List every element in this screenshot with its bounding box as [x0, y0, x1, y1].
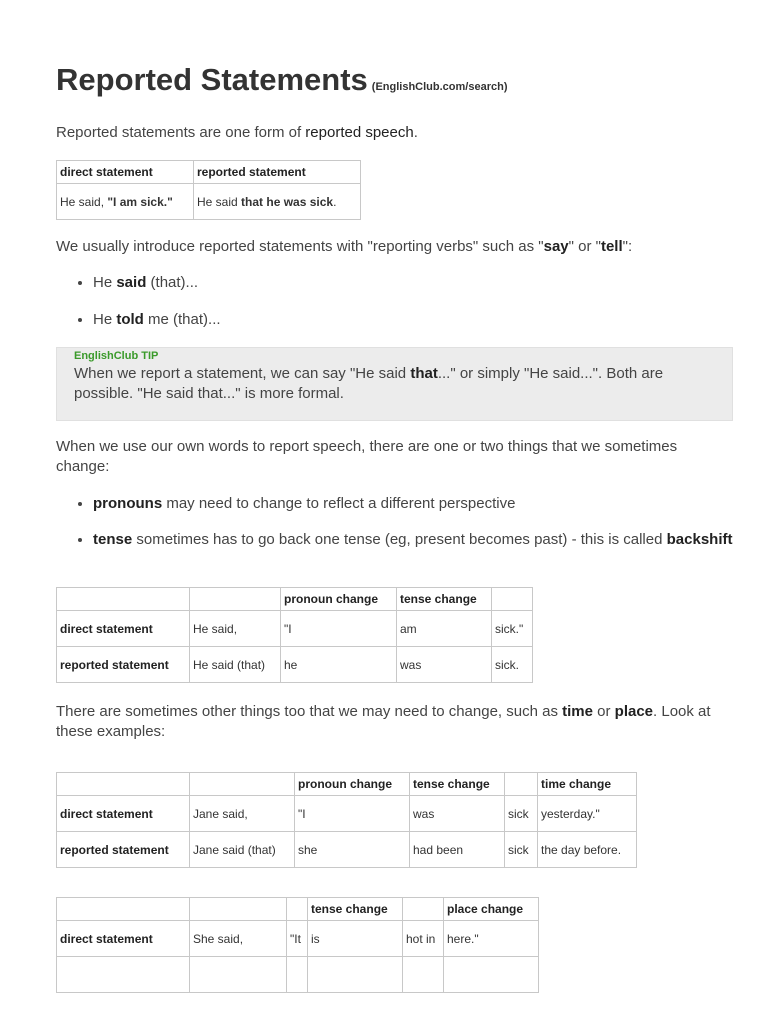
- bold-text: said: [116, 274, 147, 291]
- table-cell: [190, 957, 287, 993]
- table-header: reported statement: [194, 161, 361, 184]
- table-cell: "I: [295, 796, 410, 832]
- list-item: [93, 494, 733, 514]
- bold-text: tense: [93, 531, 133, 548]
- table-cell: She said,: [190, 921, 287, 957]
- intro-text: Reported statements are one form of: [56, 124, 306, 141]
- table-row: [57, 957, 539, 993]
- table-cell: [287, 957, 308, 993]
- table-header: tense change: [410, 773, 505, 796]
- table-cell: hot in: [403, 921, 444, 957]
- table-header: [190, 898, 287, 921]
- cell-bold: "I am sick.": [107, 194, 173, 209]
- table-cell: [444, 957, 539, 993]
- tip-body: [74, 364, 724, 404]
- text: He: [93, 311, 117, 328]
- table-header: [190, 773, 295, 796]
- page-title: [56, 62, 508, 98]
- bold-text: time: [562, 703, 593, 720]
- text: or: [592, 703, 615, 720]
- table-header: tense change: [397, 588, 492, 611]
- table-cell: [194, 184, 361, 220]
- source-label: (EnglishClub.com/search): [371, 81, 508, 93]
- row-header: direct statement: [57, 796, 190, 832]
- text: ":: [622, 238, 633, 255]
- text: He: [93, 274, 117, 291]
- table-header: [505, 773, 538, 796]
- table-cell: [308, 957, 403, 993]
- time-place-paragraph: [56, 702, 726, 742]
- text: (that)...: [146, 274, 199, 291]
- table-cell: sick.": [492, 611, 533, 647]
- table-time-change: [56, 772, 637, 868]
- table-pronoun-tense: [56, 587, 533, 683]
- change-list: [56, 494, 733, 550]
- row-header: reported statement: [57, 832, 190, 868]
- reported-speech-link[interactable]: reported speech: [305, 124, 414, 141]
- bold-text: place: [614, 703, 654, 720]
- table-cell: am: [397, 611, 492, 647]
- table-row: [57, 611, 533, 647]
- table-cell: sick.: [492, 647, 533, 683]
- text: may need to change to reflect a different perspective: [162, 495, 516, 512]
- table-cell: Jane said (that): [190, 832, 295, 868]
- table-row: [57, 647, 533, 683]
- table-header: time change: [538, 773, 637, 796]
- text: We usually introduce reported statements with "reporting verbs" such as ": [56, 238, 544, 255]
- table-cell: He said,: [190, 611, 281, 647]
- table-cell: sick: [505, 832, 538, 868]
- text: sometimes has to go back one tense (eg, present becomes past) - this is called: [132, 531, 667, 548]
- intro-paragraph: [56, 123, 418, 143]
- text: . Look at these examples:: [56, 703, 711, 740]
- bold-text: that: [410, 365, 438, 382]
- bold-text: told: [116, 311, 144, 328]
- table-cell: had been: [410, 832, 505, 868]
- intro-end: .: [413, 124, 418, 141]
- table-header: [190, 588, 281, 611]
- list-item: [93, 310, 221, 330]
- table-header: [57, 588, 190, 611]
- table-cell: was: [410, 796, 505, 832]
- table-cell: the day before.: [538, 832, 637, 868]
- row-header: direct statement: [57, 921, 190, 957]
- table-cell: she: [295, 832, 410, 868]
- cell-text: .: [333, 194, 337, 209]
- bold-text: backshift: [666, 531, 733, 548]
- list-item: [93, 530, 733, 550]
- list-item: [93, 273, 221, 293]
- table-cell: is: [308, 921, 403, 957]
- table-header: [57, 773, 190, 796]
- table-cell: was: [397, 647, 492, 683]
- cell-bold: that he was sick: [241, 194, 334, 209]
- table-place-change: [56, 897, 539, 993]
- table-cell: he: [281, 647, 397, 683]
- table-cell: He said (that): [190, 647, 281, 683]
- text: " or ": [568, 238, 601, 255]
- table-cell: "It: [287, 921, 308, 957]
- change-paragraph: When we use our own words to report speech, there are one or two things that we sometimes change:: [56, 438, 678, 475]
- bold-text: tell: [600, 238, 623, 255]
- text: ..." or simply "He said...". Both are possible. "He said that..." is more formal.: [74, 365, 664, 402]
- bold-text: say: [543, 238, 569, 255]
- table-cell: "I: [281, 611, 397, 647]
- table-row: [57, 921, 539, 957]
- table-cell: [403, 957, 444, 993]
- reporting-verbs-paragraph: [56, 237, 632, 257]
- table-basic-example: [56, 160, 361, 220]
- text: There are sometimes other things too that we may need to change, such as: [56, 703, 563, 720]
- table-header: place change: [444, 898, 539, 921]
- table-cell: yesterday.": [538, 796, 637, 832]
- table-header: [403, 898, 444, 921]
- row-header: direct statement: [57, 611, 190, 647]
- table-header: pronoun change: [281, 588, 397, 611]
- table-header: pronoun change: [295, 773, 410, 796]
- table-cell: here.": [444, 921, 539, 957]
- tip-box: [56, 347, 733, 421]
- table-cell: [57, 184, 194, 220]
- table-header: [57, 898, 190, 921]
- table-header: [287, 898, 308, 921]
- table-row: [57, 832, 637, 868]
- tip-label: EnglishClub TIP: [74, 350, 159, 362]
- title-text: Reported Statements: [56, 62, 368, 97]
- cell-text: He said,: [60, 194, 108, 209]
- row-header: reported statement: [57, 647, 190, 683]
- text: me (that)...: [143, 311, 221, 328]
- table-header: [492, 588, 533, 611]
- text: When we report a statement, we can say "He said: [74, 365, 411, 382]
- bold-text: pronouns: [93, 495, 163, 512]
- row-header: [57, 957, 190, 993]
- table-row: [57, 796, 637, 832]
- cell-text: He said: [197, 194, 242, 209]
- reporting-verbs-list: [56, 273, 221, 330]
- table-header: direct statement: [57, 161, 194, 184]
- table-cell: sick: [505, 796, 538, 832]
- table-header: tense change: [308, 898, 403, 921]
- table-cell: Jane said,: [190, 796, 295, 832]
